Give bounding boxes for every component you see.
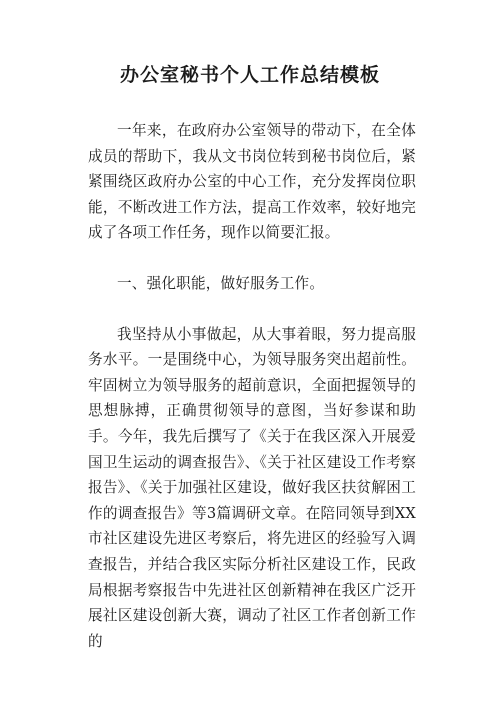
paragraph-service: 我坚持从小事做起，从大事着眼，努力提高服务水平。一是围绕中心，为领导服务突出超前性。牢固树立为领导服务的超前意识，全面把握领导的思想脉搏，正确贯彻领导的意图，当好参谋和助手。今年，我先后撰写了《关于在我区深入开展爱国卫生运动的调查报告》、《关于社区建设工作考察报告》、《关于加强社区建设，做好我区扶贫解困工作的调查报告》等3篇调研文章。在陪同领导到XX市社区建设先进区考察后，将先进区的经验写入调查报告，并结合我区实际分析社区建设工作，民政局根据考察报告中先进社区创新精神在我区广泛开展社区建设创新大赛，调动了社区工作者创新工作的 [88,325,416,650]
document-body [88,118,416,654]
paragraph-gap [88,246,416,271]
paragraph-gap [88,297,416,322]
section-heading: 一、强化职能，做好服务工作。 [117,274,325,292]
document-title: 办公室秘书个人工作总结模板 [119,64,380,86]
paragraph-intro: 一年来，在政府办公室领导的带动下，在全体成员的帮助下，我从文书岗位转到秘书岗位后，紧紧围绕区政府办公室的中心工作，充分发挥岗位职能，不断改进工作方法，提高工作效率，较好地完成了各项工作任务，现作以简要汇报。 [88,122,416,242]
